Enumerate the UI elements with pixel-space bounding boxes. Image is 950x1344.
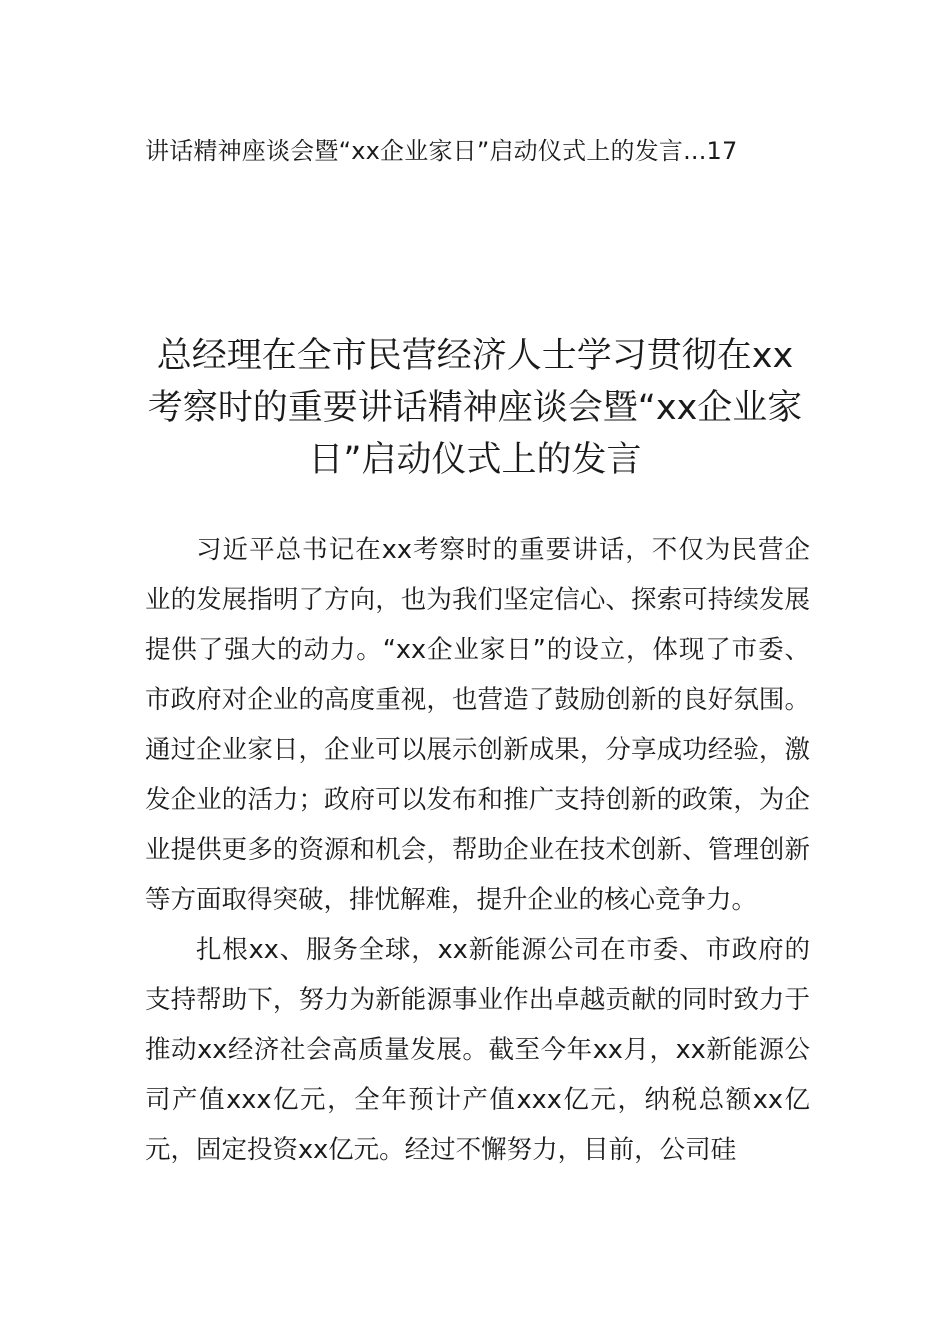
document-title: 总经理在全市民营经济人士学习贯彻在xx考察时的重要讲话精神座谈会暨“xx企业家日”启动仪式上的发言 <box>147 336 803 480</box>
body-paragraph-2: 扎根xx、服务全球，xx新能源公司在市委、市政府的支持帮助下，努力为新能源事业作出卓越贡献的同时致力于推动xx经济社会高质量发展。截至今年xx月，xx新能源公司产值xxx亿元，全年预计产值xxx亿元，纳税总额xx亿元，固定投资xx亿元。经过不懈努力，目前，公司硅 <box>145 935 810 1165</box>
toc-entry[interactable]: 讲话精神座谈会暨“xx企业家日”启动仪式上的发言...17 <box>145 137 738 165</box>
body-paragraph-1: 习近平总书记在xx考察时的重要讲话，不仅为民营企业的发展指明了方向，也为我们坚定信心、探索可持续发展提供了强大的动力。“xx企业家日”的设立，体现了市委、市政府对企业的高度重视，也营造了鼓励创新的良好氛围。通过企业家日，企业可以展示创新成果，分享成功经验，激发企业的活力；政府可以发布和推广支持创新的政策，为企业提供更多的资源和机会，帮助企业在技术创新、管理创新等方面取得突破，排忧解难，提升企业的核心竞争力。 <box>145 535 810 915</box>
document-body <box>145 525 810 1175</box>
